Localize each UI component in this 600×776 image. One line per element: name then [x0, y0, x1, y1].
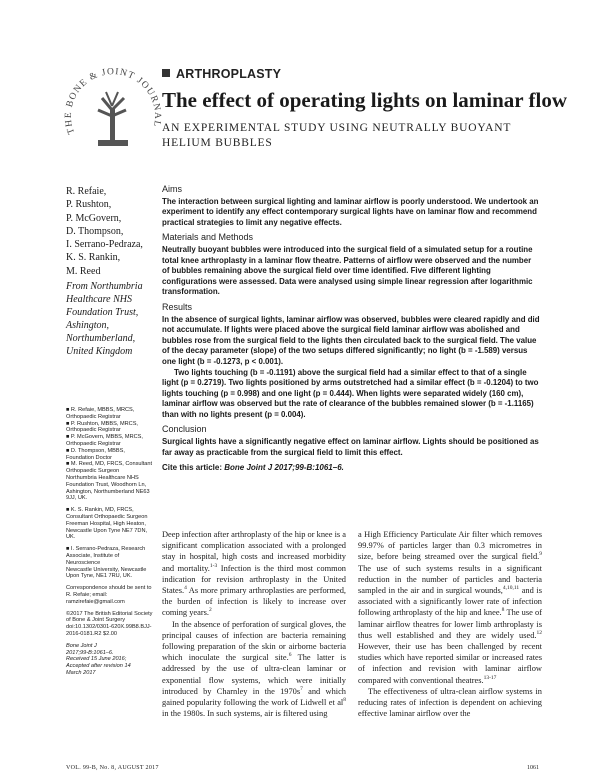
tree-icon — [98, 92, 128, 146]
abstract-methods: Materials and Methods Neutrally buoyant bubbles were introduced into the surgical field of a simulated setup for a routine total knee arthroplasty in a laminar flow theatre. Patterns of airflow were observed and the number of bubbles remaining above the surgical field over time identified. Five different lighting configurations were assessed. Data were analysed using simple linear regression after logarithmic transformation. — [162, 232, 540, 298]
author-details: ■ R. Refaie, MBBS, MRCS, Orthopaedic Registrar ■ P. Rushton, MBBS, MRCS, Orthopaedic Registrar ■ P. McGovern, MBBS, MRCS, Orthopaedic Registrar ■ D. Thompson, MBBS, Foundation Doctor ■ M. Reed, MD, FRCS, Consultant Orthopaedic Surgeon Northumbria Healthcare NHS Foundation Trust, Woodhorn Ln, Ashington, Northumberland NE63 9JJ, UK. ■ K. S. Rankin, MD, FRCS, Consultant Orthopaedic Surgeon Freeman Hospital, High Heaton, Newcastle Upon Tyne NE7 7DN, UK. ■ I. Serrano-Pedraza, Research Associate, Institute of Neuroscience Newcastle University, Newcastle Upon Tyne, NE1 7RU, UK. Correspondence should be sent to R. Refaie; email: ramzirefaie@gmail.com ©2017 The British Editorial Society of Bone & Joint Surgery doi:10.1302/0301-620X.99B8.BJJ-2016-0181.R2 $2.00 Bone Joint J 2017;99-B:1061–6. Received 15 June 2016; Accepted after revision 14 March 2017 — [66, 407, 153, 676]
author-list — [66, 185, 143, 278]
journal-logo — [58, 58, 168, 168]
abstract-results: Results In the absence of surgical lights, laminar airflow was observed, bubbles were cleared rapidly and did not accumulate. If lights were placed above the surgical field laminar airflow was abolished and bubbles rose from the surgical field to the lights then circulated back to the surgical field. The value of the decay parameter (slope) of the two setups differed significantly; no light (b = -1.589) versus one light (b = -0.1273, p < 0.001). Two lights touching (b = -0.1191) above the surgical field had a similar effect to that of a single light (p = 0.2719). Two lights positioned by arms outstretched had a similar effect (b = -0.1204) to two lights touching (p = 0.998) and one light (p = 0.444). When lights were separated widely (160 cm), laminar airflow was observed but the rate of clearance of the bubbles remained slower (b = -1.1165) than with no lights present (p = 0.004). — [162, 301, 540, 419]
aims-heading: Aims — [162, 184, 182, 194]
body-column-right: a High Efficiency Particulate Air filter which removes 99.97% of particles larger than 0.3 micrometres in size, before being streamed over the surgical field.$^9$ The use of such systems results in a significant reduction in the number of particles and bacteria sampled in the air and in surgical wounds,$^{4,10,11}$ and is associated with a significantly lower rate of infection following arthroplasty of the hip and knee.$^8$ The use of laminar airflow theatres for lower limb arthroplasty is thus well established and they are widely used.$^{12}$ However, their use has been challenged by recent studies which have reported similar or increased rates of infection and revision with laminar airflow compared with conventional theatres.$^{13-17}$ The effectiveness of ultra-clean airflow systems in reducing rates of infection is dependent on achieving effective laminar airflow over the — [358, 530, 542, 719]
author-name: P. McGovern, — [66, 212, 122, 224]
section-label: ARTHROPLASTY — [162, 67, 281, 81]
author-name: D. Thompson, — [66, 225, 124, 237]
footer-volume: VOL. 99-B, No. 8, AUGUST 2017 — [66, 765, 159, 771]
abstract-aims: Aims The interaction between surgical lighting and laminar airflow is poorly understood. We undertook an experiment to identify any effect contemporary surgical lights have on laminar flow and recommend practical strategies to limit any negative effects. — [162, 184, 539, 227]
abstract — [162, 184, 540, 474]
article-title: The effect of operating lights on laminar flow — [162, 88, 567, 112]
author-name: P. Rushton, — [66, 199, 112, 211]
publication-info: Bone Joint J 2017;99-B:1061–6. Received 15 June 2016; Accepted after revision 14 March 2017 — [66, 642, 131, 676]
correspondence: Correspondence should be sent to R. Refaie; email: ramzirefaie@gmail.com — [66, 585, 152, 605]
affiliation: From Northumbria Healthcare NHS Foundation Trust, Ashington, Northumberland, United Kingdom — [66, 281, 143, 357]
copyright: ©2017 The British Editorial Society of Bone & Joint Surgery doi:10.1302/0301-620X.99B8.BJJ-2016-0181.R2 $2.00 — [66, 610, 153, 637]
section-square-icon — [162, 69, 170, 77]
author-name: K. S. Rankin, — [66, 252, 121, 264]
author-name: M. Reed — [66, 265, 101, 277]
cite-line: Cite this article: Bone Joint J 2017;99-B:1061–6. — [162, 463, 344, 473]
author-name: I. Serrano-Pedraza, — [66, 239, 143, 251]
results-heading: Results — [162, 301, 193, 312]
abstract-conclusion: Conclusion Surgical lights have a significantly negative effect on laminar airflow. Lights should be positioned as far away as practicable from the surgical field to limit this effect. — [162, 424, 539, 457]
methods-heading: Materials and Methods — [162, 232, 254, 243]
body-column-left: Deep infection after arthroplasty of the hip or knee is a significant complication associated with a prolonged stay in hospital, high costs and increased morbidity and mortality.$^{1-3}$ Infection is the third most common indication for revision arthroplasty in the United States.$^4$ As more primary arthroplasties are performed, the burden of infection is likely to increase over coming years.$^2$ In the absence of perforation of surgical gloves, the principal causes of infection are bacteria remaining following preparation of the skin or airborne bacteria which inoculate the surgical site.$^6$ The latter is addressed by the use of ultra-clean laminar or exponential flow systems, which were initially introduced by Charnley in the $1970s^7$ and which gained popularity following the work of Lidwell et $al^8$ in the 1980s. In such systems, air is filtered using — [162, 530, 346, 719]
article-subtitle: AN EXPERIMENTAL STUDY USING NEUTRALLY BUOYANT HELIUM BUBBLES — [162, 122, 512, 149]
page-number: 1061 — [527, 765, 539, 771]
conclusion-heading: Conclusion — [162, 424, 207, 435]
author-name: R. Refaie, — [66, 186, 107, 197]
journal-logo-text: THE BONE & JOINT JOURNAL — [63, 66, 163, 136]
